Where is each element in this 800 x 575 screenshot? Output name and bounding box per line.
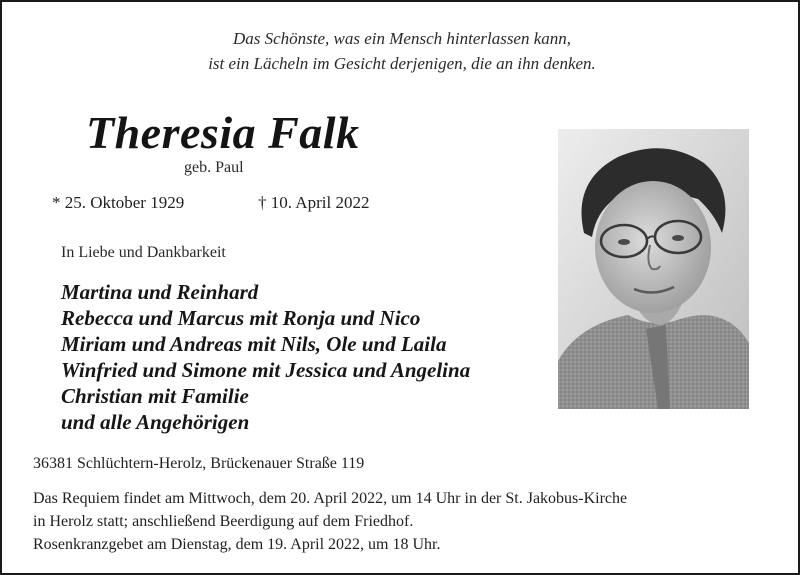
- mourner-line: Christian mit Familie: [61, 384, 249, 408]
- mourner-line: Martina und Reinhard: [61, 280, 259, 304]
- birth-date: * 25. Oktober 1929: [52, 193, 185, 212]
- memorial-quote: [2, 26, 800, 76]
- death-date: † 10. April 2022: [258, 193, 370, 212]
- service-details: [33, 487, 627, 556]
- mourner-line: und alle Angehörigen: [61, 410, 250, 434]
- quote-line-2: ist ein Lächeln im Gesicht derjenigen, die an ihn denken.: [208, 54, 596, 73]
- portrait-image: [558, 129, 749, 409]
- service-line: Das Requiem findet am Mittwoch, dem 20. April 2022, um 14 Uhr in der St. Jakobus-Kirche: [33, 490, 628, 507]
- family-address: 36381 Schlüchtern-Herolz, Brückenauer Straße 119: [33, 455, 365, 472]
- mourner-line: Winfried und Simone mit Jessica und Angelina: [61, 358, 471, 382]
- portrait-photo: [558, 129, 749, 409]
- mourners-intro: In Liebe und Dankbarkeit: [61, 244, 226, 261]
- maiden-name: geb. Paul: [184, 159, 244, 176]
- service-line: in Herolz statt; anschließend Beerdigung auf dem Friedhof.: [33, 513, 414, 530]
- mourner-line: Miriam und Andreas mit Nils, Ole und Laila: [61, 332, 447, 356]
- deceased-name: Theresia Falk: [86, 107, 360, 158]
- mourner-line: Rebecca und Marcus mit Ronja und Nico: [61, 306, 421, 330]
- mourners-list: [61, 279, 470, 435]
- service-line: Rosenkranzgebet am Dienstag, dem 19. April 2022, um 18 Uhr.: [33, 536, 441, 553]
- quote-line-1: Das Schönste, was ein Mensch hinterlassen kann,: [232, 29, 572, 48]
